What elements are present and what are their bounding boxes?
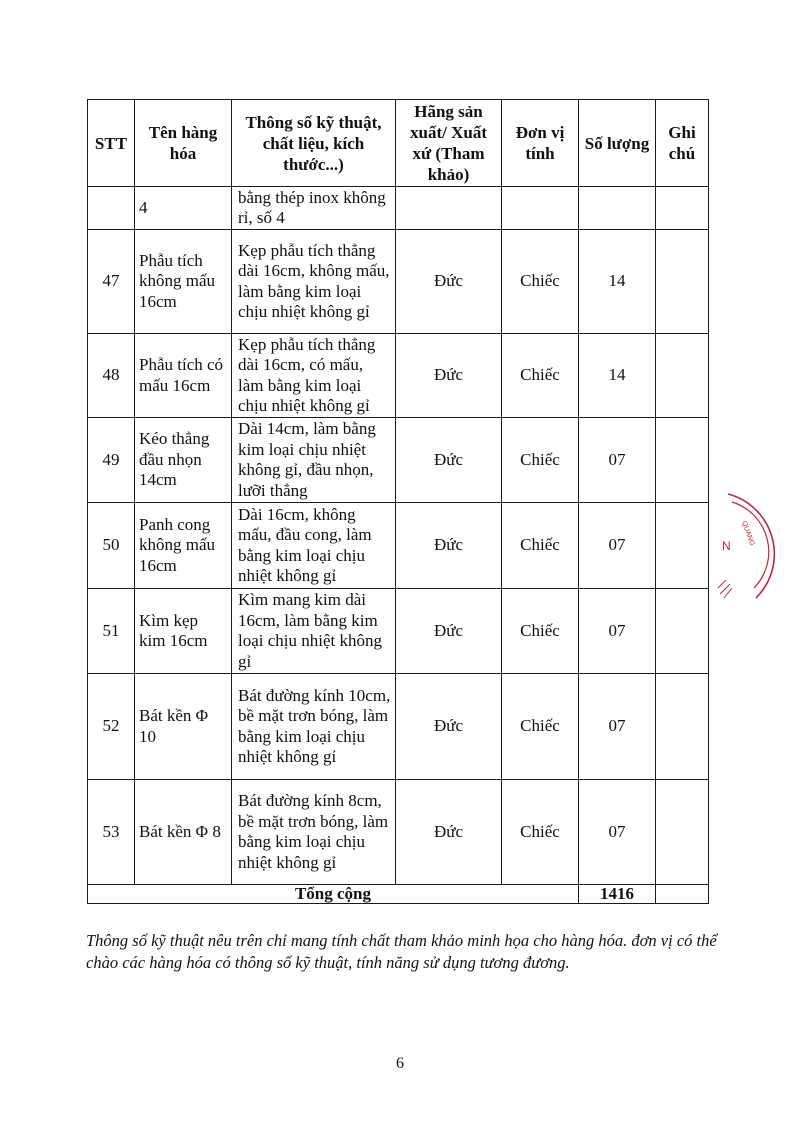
cell-spec: Bát đường kính 10cm, bề mặt trơn bóng, làm bằng kim loại chịu nhiệt không gỉ xyxy=(232,674,396,780)
header-maker: Hãng sản xuất/ Xuất xứ (Tham khảo) xyxy=(396,100,502,187)
cell-unit: Chiếc xyxy=(502,418,579,503)
cell-stt: 50 xyxy=(88,503,135,589)
cell-unit xyxy=(502,187,579,230)
table-row xyxy=(88,674,709,780)
cell-note xyxy=(656,334,709,418)
cell-stt: 51 xyxy=(88,589,135,674)
table-row xyxy=(88,334,709,418)
cell-stt: 49 xyxy=(88,418,135,503)
cell-name: Phẫu tích không mấu 16cm xyxy=(135,230,232,334)
table-row xyxy=(88,230,709,334)
cell-qty: 07 xyxy=(579,503,656,589)
total-label: Tổng cộng xyxy=(88,885,579,904)
cell-stt: 48 xyxy=(88,334,135,418)
total-row xyxy=(88,885,709,904)
cell-maker xyxy=(396,187,502,230)
header-spec: Thông số kỹ thuật, chất liệu, kích thước...) xyxy=(232,100,396,187)
cell-spec: Kìm mang kim dài 16cm, làm bằng kim loại chịu nhiệt không gỉ xyxy=(232,589,396,674)
cell-maker: Đức xyxy=(396,589,502,674)
cell-note xyxy=(656,589,709,674)
cell-note xyxy=(656,780,709,885)
cell-name: Phẫu tích có mấu 16cm xyxy=(135,334,232,418)
total-qty: 1416 xyxy=(579,885,656,904)
svg-text:QUANG: QUANG xyxy=(740,520,756,547)
cell-qty: 14 xyxy=(579,334,656,418)
table-row xyxy=(88,503,709,589)
cell-name: Kéo thẳng đầu nhọn 14cm xyxy=(135,418,232,503)
cell-maker: Đức xyxy=(396,334,502,418)
cell-note xyxy=(656,503,709,589)
disclaimer-note: Thông số kỹ thuật nêu trên chỉ mang tính chất tham khảo minh họa cho hàng hóa. đơn vị có thể chào các hàng hóa có thông số kỹ thuật, tính năng sử dụng tương đương. xyxy=(86,931,717,972)
table-row xyxy=(88,187,709,230)
cell-qty: 07 xyxy=(579,589,656,674)
header-unit: Đơn vị tính xyxy=(502,100,579,187)
cell-unit: Chiếc xyxy=(502,674,579,780)
cell-qty: 07 xyxy=(579,418,656,503)
cell-maker: Đức xyxy=(396,230,502,334)
cell-maker: Đức xyxy=(396,503,502,589)
total-note-cell xyxy=(656,885,709,904)
cell-qty: 07 xyxy=(579,674,656,780)
cell-unit: Chiếc xyxy=(502,589,579,674)
cell-spec: Bát đường kính 8cm, bề mặt trơn bóng, làm bằng kim loại chịu nhiệt không gỉ xyxy=(232,780,396,885)
cell-spec: Kẹp phẫu tích thẳng dài 16cm, không mấu, làm bằng kim loại chịu nhiệt không gỉ xyxy=(232,230,396,334)
cell-name: Bát kền Φ 8 xyxy=(135,780,232,885)
cell-note xyxy=(656,187,709,230)
cell-name: 4 xyxy=(135,187,232,230)
page-number: 6 xyxy=(396,1055,404,1072)
cell-name: Panh cong không mấu 16cm xyxy=(135,503,232,589)
cell-spec: Kẹp phẫu tích thẳng dài 16cm, có mấu, làm bằng kim loại chịu nhiệt không gỉ xyxy=(232,334,396,418)
header-qty: Số lượng xyxy=(579,100,656,187)
cell-name: Bát kền Φ 10 xyxy=(135,674,232,780)
table-row xyxy=(88,418,709,503)
header-note: Ghi chú xyxy=(656,100,709,187)
cell-maker: Đức xyxy=(396,418,502,503)
svg-text:N: N xyxy=(722,539,731,553)
cell-name: Kìm kẹp kim 16cm xyxy=(135,589,232,674)
red-seal-stamp xyxy=(714,488,800,606)
cell-stt: 47 xyxy=(88,230,135,334)
cell-spec: Dài 14cm, làm bằng kim loại chịu nhiệt không gỉ, đầu nhọn, lưỡi thẳng xyxy=(232,418,396,503)
cell-spec: bằng thép inox không rỉ, số 4 xyxy=(232,187,396,230)
cell-maker: Đức xyxy=(396,780,502,885)
table-row xyxy=(88,589,709,674)
cell-note xyxy=(656,418,709,503)
cell-spec: Dài 16cm, không mấu, đầu cong, làm bằng kim loại chịu nhiệt không gỉ xyxy=(232,503,396,589)
cell-qty: 07 xyxy=(579,780,656,885)
cell-note xyxy=(656,230,709,334)
cell-unit: Chiếc xyxy=(502,230,579,334)
cell-unit: Chiếc xyxy=(502,503,579,589)
goods-table xyxy=(87,99,709,904)
cell-maker: Đức xyxy=(396,674,502,780)
cell-qty xyxy=(579,187,656,230)
cell-unit: Chiếc xyxy=(502,334,579,418)
header-name: Tên hàng hóa xyxy=(135,100,232,187)
cell-unit: Chiếc xyxy=(502,780,579,885)
table-header-row xyxy=(88,100,709,187)
cell-stt xyxy=(88,187,135,230)
cell-stt: 52 xyxy=(88,674,135,780)
cell-note xyxy=(656,674,709,780)
cell-qty: 14 xyxy=(579,230,656,334)
table-row xyxy=(88,780,709,885)
cell-stt: 53 xyxy=(88,780,135,885)
header-stt: STT xyxy=(88,100,135,187)
